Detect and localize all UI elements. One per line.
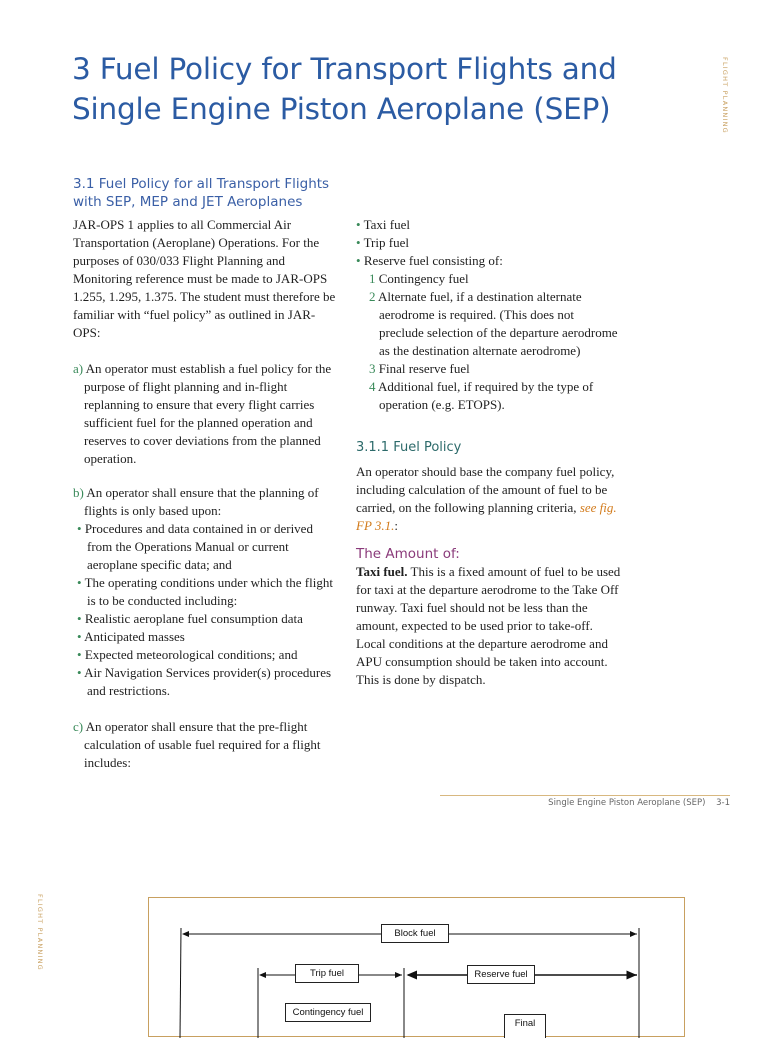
fuel-policy-subheading: 3.1.1 Fuel Policy bbox=[356, 440, 462, 455]
list-item: • Procedures and data contained in or derived from the Operations Manual or current aeroplane specific data; and bbox=[77, 521, 313, 572]
item-b-text: An operator shall ensure that the planning of flights is only based upon: bbox=[84, 485, 319, 518]
taxi-fuel-term: Taxi fuel. bbox=[356, 564, 408, 579]
side-running-label-bottom: FLIGHT PLANNING bbox=[36, 894, 44, 971]
numbered-item: 1 Contingency fuel bbox=[369, 271, 469, 286]
item-a-text: An operator must establish a fuel policy for the purpose of flight planning and in-flight replanning to ensure that every flight carries sufficient fuel for the planned operation and reserves to cover deviations from the planned operation. bbox=[84, 361, 332, 466]
figure-reference-link[interactable]: see fig. FP 3.1. bbox=[356, 500, 617, 533]
page-footer bbox=[440, 798, 730, 808]
item-a bbox=[73, 360, 338, 468]
numbered-item: 2 Alternate fuel, if a destination alternate aerodrome is required. (This does not preclude selection of the departure aerodrome as the destination alternate aerodrome) bbox=[369, 289, 618, 358]
item-b-bullet-list bbox=[73, 520, 338, 700]
diagram-lines bbox=[149, 898, 686, 1038]
item-c bbox=[73, 718, 338, 772]
item-c-text: An operator shall ensure that the pre-flight calculation of usable fuel required for a flight includes: bbox=[84, 719, 321, 770]
item-b-marker: b) bbox=[73, 485, 84, 500]
contingency-fuel-box: Contingency fuel bbox=[285, 1003, 371, 1022]
chapter-title: 3 Fuel Policy for Transport Flights and Single Engine Piston Aeroplane (SEP) bbox=[72, 52, 617, 126]
fuel-diagram bbox=[148, 897, 685, 1037]
numbered-item: 3 Final reserve fuel bbox=[369, 361, 470, 376]
tick-line bbox=[180, 928, 181, 1038]
fuel-bullet-list bbox=[356, 216, 621, 270]
list-item: • Reserve fuel consisting of: bbox=[356, 253, 503, 268]
footer-rule bbox=[440, 795, 730, 796]
page-number: 3-1 bbox=[716, 798, 730, 808]
item-b bbox=[73, 484, 338, 520]
amount-heading: The Amount of: bbox=[356, 546, 460, 562]
list-item: • Trip fuel bbox=[356, 235, 409, 250]
section-heading: 3.1 Fuel Policy for all Transport Flights with SEP, MEP and JET Aeroplanes bbox=[73, 176, 330, 210]
list-item: • Anticipated masses bbox=[77, 629, 185, 644]
list-item: • The operating conditions under which the flight is to be conducted including: bbox=[77, 575, 333, 608]
block-fuel-box: Block fuel bbox=[381, 924, 449, 943]
numbered-item: 4 Additional fuel, if required by the type of operation (e.g. ETOPS). bbox=[369, 379, 594, 412]
fuel-policy-paragraph: An operator should base the company fuel policy, including calculation of the amount of fuel to be carried, on the following planning criteria, see fig. FP 3.1.: bbox=[356, 464, 617, 533]
right-column bbox=[356, 216, 621, 689]
item-a-marker: a) bbox=[73, 361, 84, 376]
side-running-label-top: FLIGHT PLANNING bbox=[721, 57, 729, 134]
left-column bbox=[73, 216, 338, 772]
list-item: • Expected meteorological conditions; and bbox=[77, 647, 298, 662]
footer-title: Single Engine Piston Aeroplane (SEP) bbox=[548, 798, 706, 808]
intro-paragraph: JAR-OPS 1 applies to all Commercial Air Transportation (Aeroplane) Operations. For the purposes of 030/033 Flight Planning and Monitoring reference must be made to JAR-OPS 1.255, 1.295, 1.375. The student must therefore be familiar with “fuel policy” as outlined in JAR-OPS: bbox=[73, 217, 336, 340]
item-c-marker: c) bbox=[73, 719, 84, 734]
list-item: • Realistic aeroplane fuel consumption data bbox=[77, 611, 303, 626]
final-reserve-box: Final bbox=[504, 1014, 546, 1038]
list-item: • Taxi fuel bbox=[356, 217, 410, 232]
trip-fuel-box: Trip fuel bbox=[295, 964, 359, 983]
taxi-fuel-paragraph: Taxi fuel. This is a fixed amount of fuel to be used for taxi at the departure aerodrome to the Take Off runway. Taxi fuel should not be less than the amount, expected to be used prior to take-off. Local conditions at the departure aerodrome and APU consumption should be taken into account. This is done by dispatch. bbox=[356, 564, 621, 687]
list-item: • Air Navigation Services provider(s) procedures and restrictions. bbox=[77, 665, 332, 698]
reserve-fuel-box: Reserve fuel bbox=[467, 965, 535, 984]
